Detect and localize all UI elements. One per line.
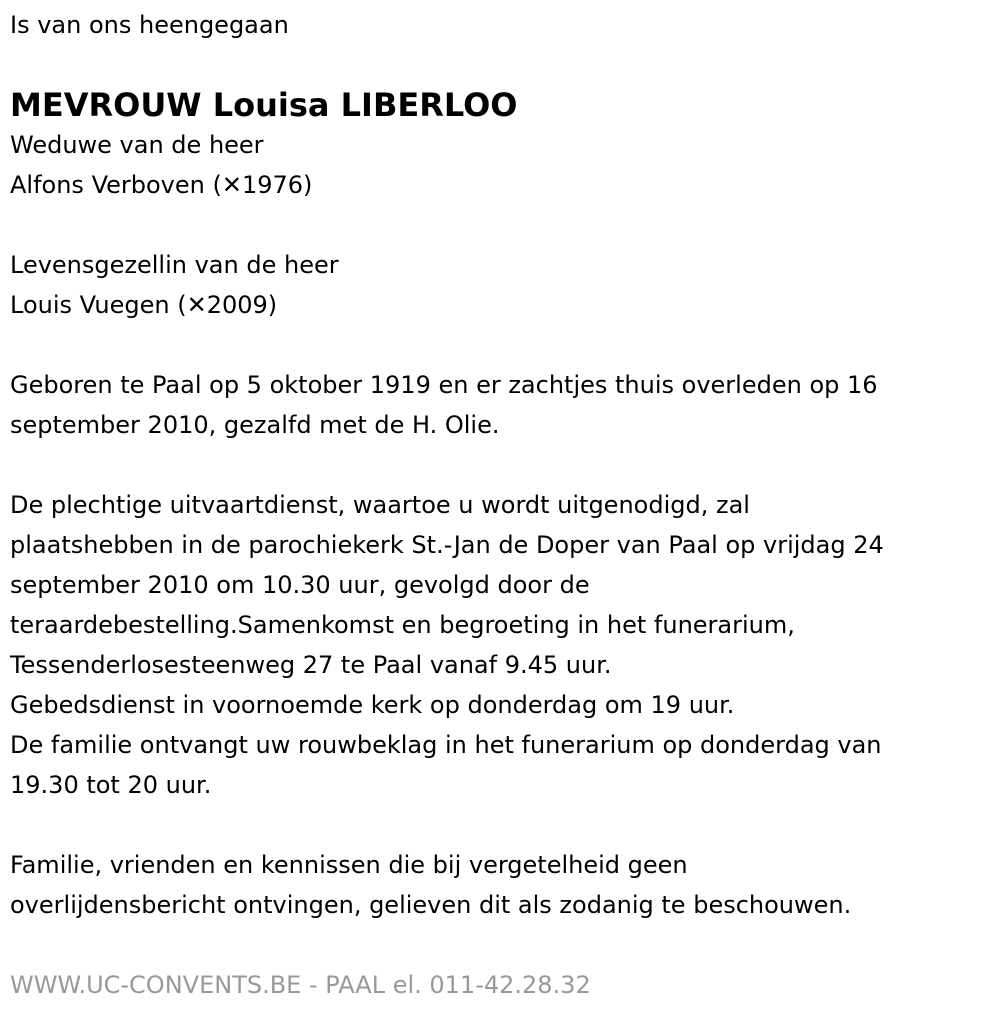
widow-line: Weduwe van de heer bbox=[10, 131, 264, 159]
service-line: teraardebestelling.Samenkomst en begroeting in het funerarium, bbox=[10, 611, 795, 639]
intro-text: Is van ons heengegaan bbox=[10, 11, 289, 39]
spouse-line: Alfons Verboven (✕1976) bbox=[10, 171, 313, 199]
service-line: Gebedsdienst in voornoemde kerk op donderdag om 19 uur. bbox=[10, 691, 735, 719]
service-line: 19.30 tot 20 uur. bbox=[10, 771, 212, 799]
service-line: plaatshebben in de parochiekerk St.-Jan de Doper van Paal op vrijdag 24 bbox=[10, 531, 884, 559]
closing-line: overlijdensbericht ontvingen, gelieven dit als zodanig te beschouwen. bbox=[10, 891, 852, 919]
birth-line: september 2010, gezalfd met de H. Olie. bbox=[10, 411, 500, 439]
obituary-notice bbox=[10, 5, 1000, 1005]
deceased-name: MEVROUW Louisa LIBERLOO bbox=[10, 86, 518, 124]
partner-line: Levensgezellin van de heer bbox=[10, 251, 339, 279]
service-line: september 2010 om 10.30 uur, gevolgd door de bbox=[10, 571, 590, 599]
partner-name-line: Louis Vuegen (✕2009) bbox=[10, 291, 278, 319]
birth-line: Geboren te Paal op 5 oktober 1919 en er zachtjes thuis overleden op 16 bbox=[10, 371, 878, 399]
service-line: Tessenderlosesteenweg 27 te Paal vanaf 9.45 uur. bbox=[10, 651, 612, 679]
closing-line: Familie, vrienden en kennissen die bij vergetelheid geen bbox=[10, 851, 688, 879]
service-line: De plechtige uitvaartdienst, waartoe u wordt uitgenodigd, zal bbox=[10, 491, 750, 519]
footer-credit: WWW.UC-CONVENTS.BE - PAAL el. 011-42.28.32 bbox=[10, 971, 591, 999]
service-line: De familie ontvangt uw rouwbeklag in het funerarium op donderdag van bbox=[10, 731, 882, 759]
